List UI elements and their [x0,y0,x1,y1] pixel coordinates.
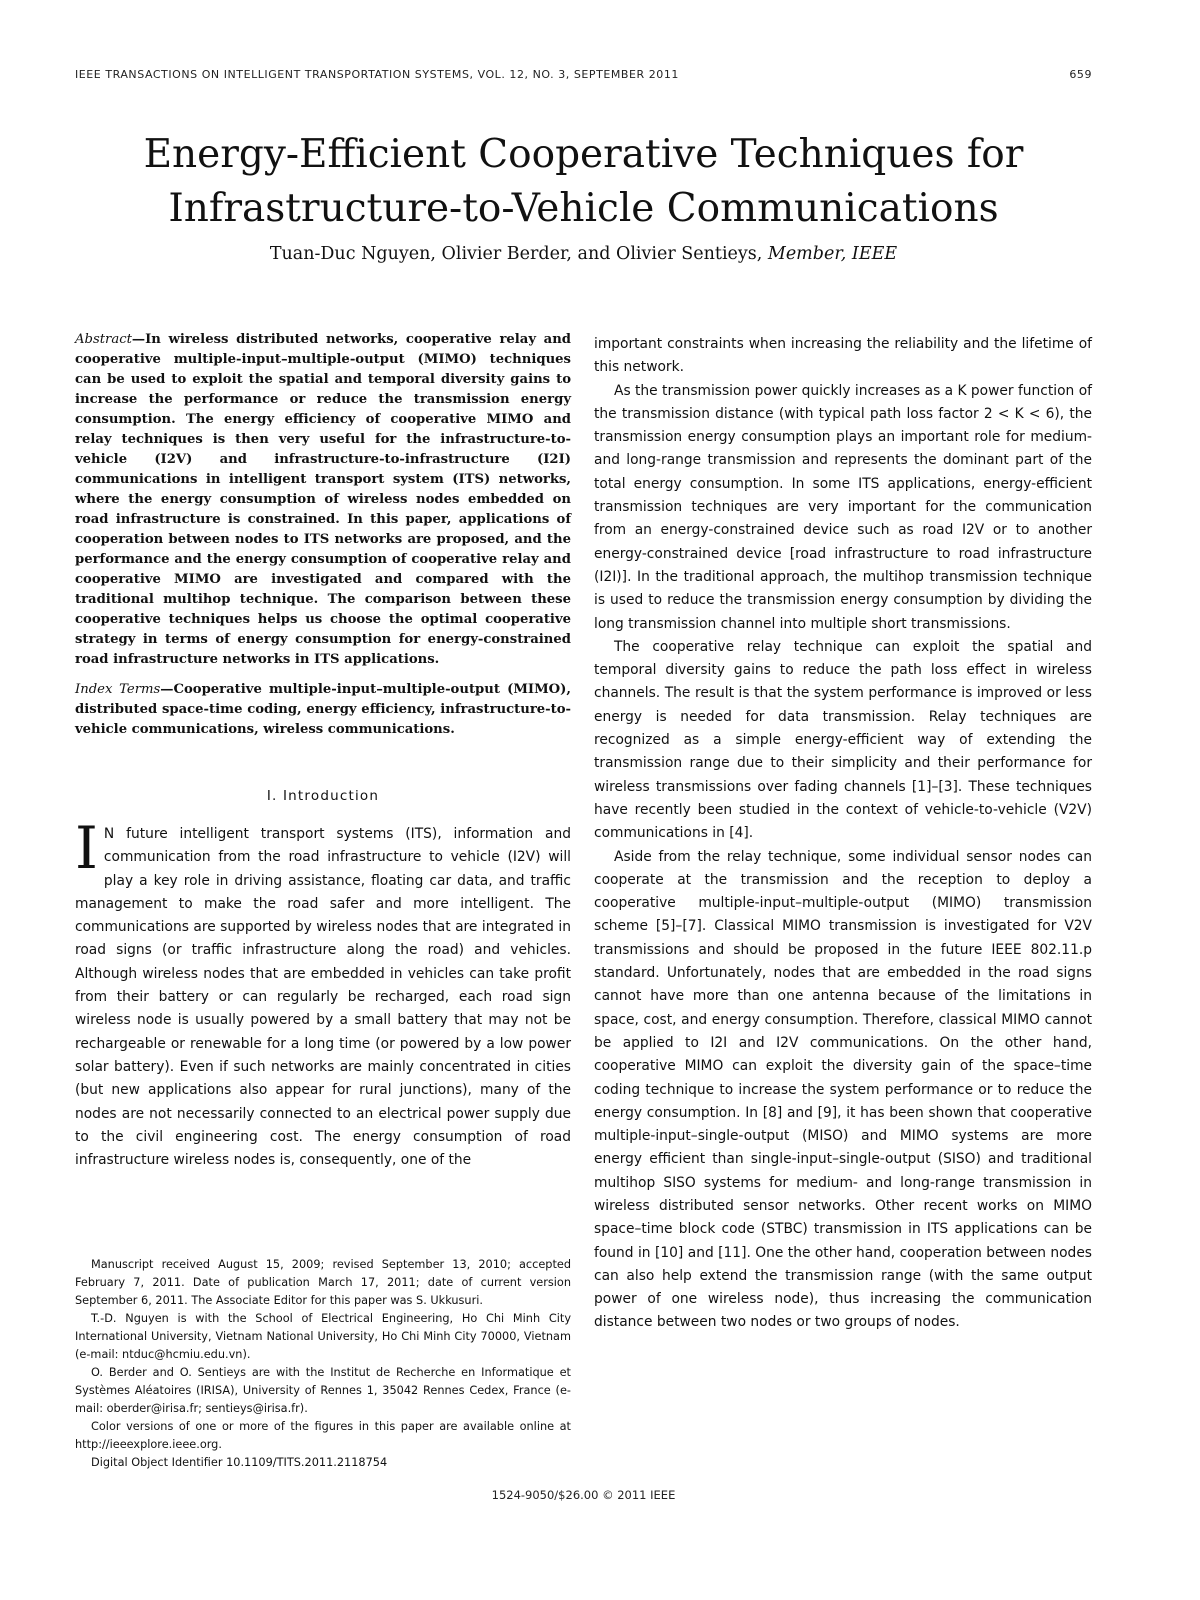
author-names: Tuan-Duc Nguyen, Olivier Berder, and Olivier Sentieys, [269,244,763,264]
footnote-author-nguyen: T.-D. Nguyen is with the School of Electrical Engineering, Ho Chi Minh City International University, Vietnam National University, Ho Chi Minh City 70000, Vietnam (e-mail: ntduc@hcmiu.edu.vn). [75,1312,571,1361]
intro-text: N future intelligent transport systems (ITS), information and communication from the road infrastructure to vehicle (I2V) will play a key role in driving assistance, floating car data, and traffic management to make the road safer and more intelligent. The communications are supported by wireless nodes that are integrated in road signs (or traffic infrastructure along the road) and vehicles. Although wireless nodes that are embedded in vehicles can take profit from their battery or can regularly be recharged, each road sign wireless node is usually powered by a small battery that may not be rechargeable or renewable for a long time (or powered by a low power solar battery). Even if such networks are mainly concentrated in cities (but new applications also appear for rural junctions), many of the nodes are not necessarily connected to an electrical power supply due to the civil engineering cost. The energy consumption of road infrastructure wireless nodes is, consequently, one of the [75,826,571,1169]
body-paragraph: important constraints when increasing the reliability and the lifetime of this network. [594,336,1092,376]
abstract [75,330,571,670]
author-line [75,244,1092,264]
title-line-2: Infrastructure-to-Vehicle Communications [168,186,999,231]
footnote-author-berder-sentieys: O. Berder and O. Sentieys are with the Institut de Recherche en Informatique et Systèmes Aléatoires (IRISA), University of Rennes 1, 35042 Rennes Cedex, France (e-mail: oberder@irisa.fr; sentieys@irisa.fr). [75,1366,571,1415]
index-terms-text: —Cooperative multiple-input–multiple-output (MIMO), distributed space-time coding, energy efficiency, infrastructure-to-vehicle communications, wireless communications. [75,682,572,737]
intro-paragraph [75,814,571,1172]
body-paragraph: The cooperative relay technique can exploit the spatial and temporal diversity gains to reduce the path loss effect in wireless channels. The result is that the system performance is improved or less energy is needed for data transmission. Relay techniques are recognized as a simple energy-efficient way of extending the transmission range due to their simplicity and their performance for wireless transmissions over fading channels [1]–[3]. These techniques have recently been studied in the context of vehicle-to-vehicle (V2V) communications in [4]. [594,638,1092,842]
abstract-label: Abstract [75,332,132,347]
footnote-doi: Digital Object Identifier 10.1109/TITS.2011.2118754 [91,1456,388,1469]
page-number: 659 [1069,68,1092,81]
footnotes [75,1256,571,1472]
author-membership: Member, IEEE [767,244,898,264]
abstract-text: —In wireless distributed networks, cooperative relay and cooperative multiple-input–multiple-output (MIMO) techniques can be used to exploit the spatial and temporal diversity gains to increase the performance or reduce the transmission energy consumption. The energy efficiency of cooperative MIMO and relay techniques is then very useful for the infrastructure-to-vehicle (I2V) and infrastructure-to-infrastructure (I2I) communications in intelligent transport system (ITS) networks, where the energy consumption of wireless nodes embedded on road infrastructure is constrained. In this paper, applications of cooperation between nodes to ITS networks are proposed, and the performance and the energy consumption of cooperative relay and cooperative MIMO are investigated and compared with the traditional multihop technique. The comparison between these cooperative techniques helps us choose the optimal cooperative strategy in terms of energy consumption for energy-constrained road infrastructure networks in ITS applications. [75,332,571,667]
right-column [594,333,1092,1335]
footnote-color-versions: Color versions of one or more of the figures in this paper are available online at http://ieeexplore.ieee.org. [75,1420,571,1451]
body-paragraph: As the transmission power quickly increases as a K power function of the transmission distance (with typical path loss factor 2 < K < 6), the transmission energy consumption plays an important role for medium- and long-range transmission and represents the dominant part of the total energy consumption. In some ITS applications, energy-efficient transmission techniques are very important for the communication from an energy-constrained device such as road I2V or to another energy-constrained device [road infrastructure to road infrastructure (I2I)]. In the traditional approach, the multihop transmission technique is used to reduce the transmission energy consumption by dividing the long transmission channel into multiple short transmissions. [594,382,1092,632]
title-line-1: Energy-Efficient Cooperative Techniques for [143,132,1024,177]
section-heading: I. Introduction [266,788,380,804]
journal-name: IEEE TRANSACTIONS ON INTELLIGENT TRANSPORTATION SYSTEMS, VOL. 12, NO. 3, SEPTEMBER 2011 [75,68,679,81]
index-terms-label: Index Terms [75,682,161,697]
drop-cap: I [75,814,98,882]
index-terms [75,680,571,740]
body-paragraph: Aside from the relay technique, some individual sensor nodes can cooperate at the transmission and the reception to deploy a cooperative multiple-input–multiple-output (MIMO) transmission scheme [5]–[7]. Classical MIMO transmission is investigated for V2V transmissions and should be proposed in the future IEEE 802.11.p standard. Unfortunately, nodes that are embedded in the road signs cannot have more than one antenna because of the limitations in space, cost, and energy consumption. Therefore, classical MIMO cannot be applied to I2I and I2V communications. On the other hand, cooperative MIMO can exploit the diversity gain of the space–time coding technique to increase the system performance or to reduce the energy consumption. In [8] and [9], it has been shown that cooperative multiple-input–single-output (MISO) and MIMO systems are more energy efficient than single-input–single-output (SISO) and traditional multihop SISO systems for medium- and long-range transmission in wireless distributed sensor networks. Other recent works on MIMO space–time block code (STBC) transmission in ITS applications can be found in [10] and [11]. One the other hand, cooperation between nodes can also help extend the transmission range (with the same output power of one wireless node), thus increasing the communication distance between two nodes or two groups of nodes. [594,848,1092,1331]
paper-title [75,128,1092,236]
copyright-footer: 1524-9050/$26.00 © 2011 IEEE [491,1488,676,1502]
footnote-manuscript: Manuscript received August 15, 2009; revised September 13, 2010; accepted February 7, 2011. Date of publication March 17, 2011; date of current version September 6, 2011. The Associate Editor for this paper was S. Ukkusuri. [75,1258,571,1307]
